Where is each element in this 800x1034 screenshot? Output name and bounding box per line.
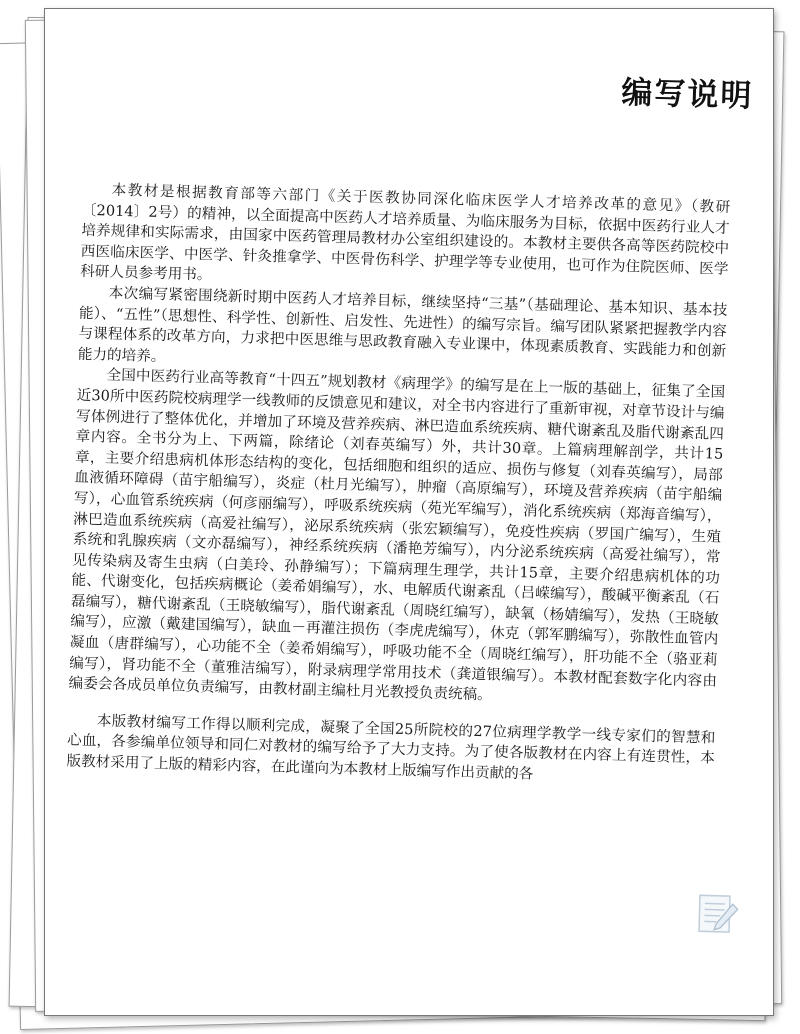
- paragraph-principles: 本次编写紧密围绕新时期中医药人才培养目标，继续坚持“三基”（基础理论、基本知识、基本技能）、“五性”（思想性、科学性、创新性、启发性、先进性）的编写宗旨。编写团队紧紧把握教学内容与课程体系的改革方向，力求把中医思维与思政教育融入专业课中，体现素质教育、实践能力和创新能力的培养。: [77, 284, 728, 365]
- paragraph-intro: 本教材是根据教育部等六部门《关于医教协同深化临床医学人才培养改革的意见》（教研〔2014〕2号）的精神，以全面提高中医药人才培养质量、为临床服务为目标，依据中医药行业人才培养规律和实际需求，由国家中医药管理局教材办公室组织建设的。本教材主要供各高等医药院校中西医临床医学、中医学、针灸推拿学、中医骨伤科学、护理学等专业使用，也可作为住院医师、医学科研人员参考用书。: [79, 181, 731, 284]
- page-title: 编写说明: [620, 74, 754, 115]
- page-content: [44, 8, 774, 1016]
- body-text: [66, 180, 730, 790]
- paper-sheet-front: [44, 8, 774, 1016]
- paragraph-contents: 全国中医药行业高等教育“十四五”规划教材《病理学》的编写是在上一版的基础上，征集了全国近30所中医药院校病理学一线教师的反馈意见和建议，对全书内容进行了重新审视，对章节设计与编写体例进行了整体优化，并增加了环境及营养疾病、淋巴造血系统疾病、糖代谢紊乱及脂代谢紊乱四章内容。全书分为上、下两篇，除绪论（刘春英编写）外，共计30章。上篇病理解剖学，共计15章，主要介绍患病机体形态结构的变化，包括细胞和组织的适应、损伤与修复（刘春英编写），局部血液循环障碍（苗宇船编写），炎症（杜月光编写），肿瘤（高原编写），环境及营养疾病（苗宇船编写），心血管系统疾病（何彦丽编写），呼吸系统疾病（苑光军编写），消化系统疾病（郑海音编写），淋巴造血系统疾病（高爱社编写），泌尿系统疾病（张宏颖编写），免疫性疾病（罗国广编写），生殖系统和乳腺疾病（文亦磊编写），神经系统疾病（潘艳芳编写），内分泌系统疾病（高爱社编写），常见传染病及寄生虫病（白美玲、孙静编写）；下篇病理生理学，共计15章，主要介绍患病机体的功能、代谢变化，包括疾病概论（姜希娟编写），水、电解质代谢紊乱（吕嵘编写），酸碱平衡紊乱（石磊编写），糖代谢紊乱（王晓敏编写），脂代谢紊乱（周晓红编写），缺氧（杨婧编写），发热（王晓敏编写），应激（戴建国编写），缺血－再灌注损伤（李虎虎编写），休克（郭军鹏编写），弥散性血管内凝血（唐群编写），心功能不全（姜希娟编写），呼吸功能不全（周晓红编写），肝功能不全（骆亚莉编写），肾功能不全（董雅洁编写），附录病理学常用技术（龚道银编写）。本教材配套数字化内容由编委会各成员单位负责编写，由教材副主编杜月光教授负责统稿。: [68, 366, 726, 704]
- paragraph-acknowledgement: 本版教材编写工作得以顺利完成，凝聚了全国25所院校的27位病理学教学一线专家们的智慧和心血，各参编单位领导和同仁对教材的编写给予了大力支持。为了使各版教材在内容上有连贯性，本版教材采用了上版的精彩内容，在此谨向为本教材上版编写作出贡献的各: [66, 712, 716, 783]
- notepad-pencil-icon: [696, 889, 741, 936]
